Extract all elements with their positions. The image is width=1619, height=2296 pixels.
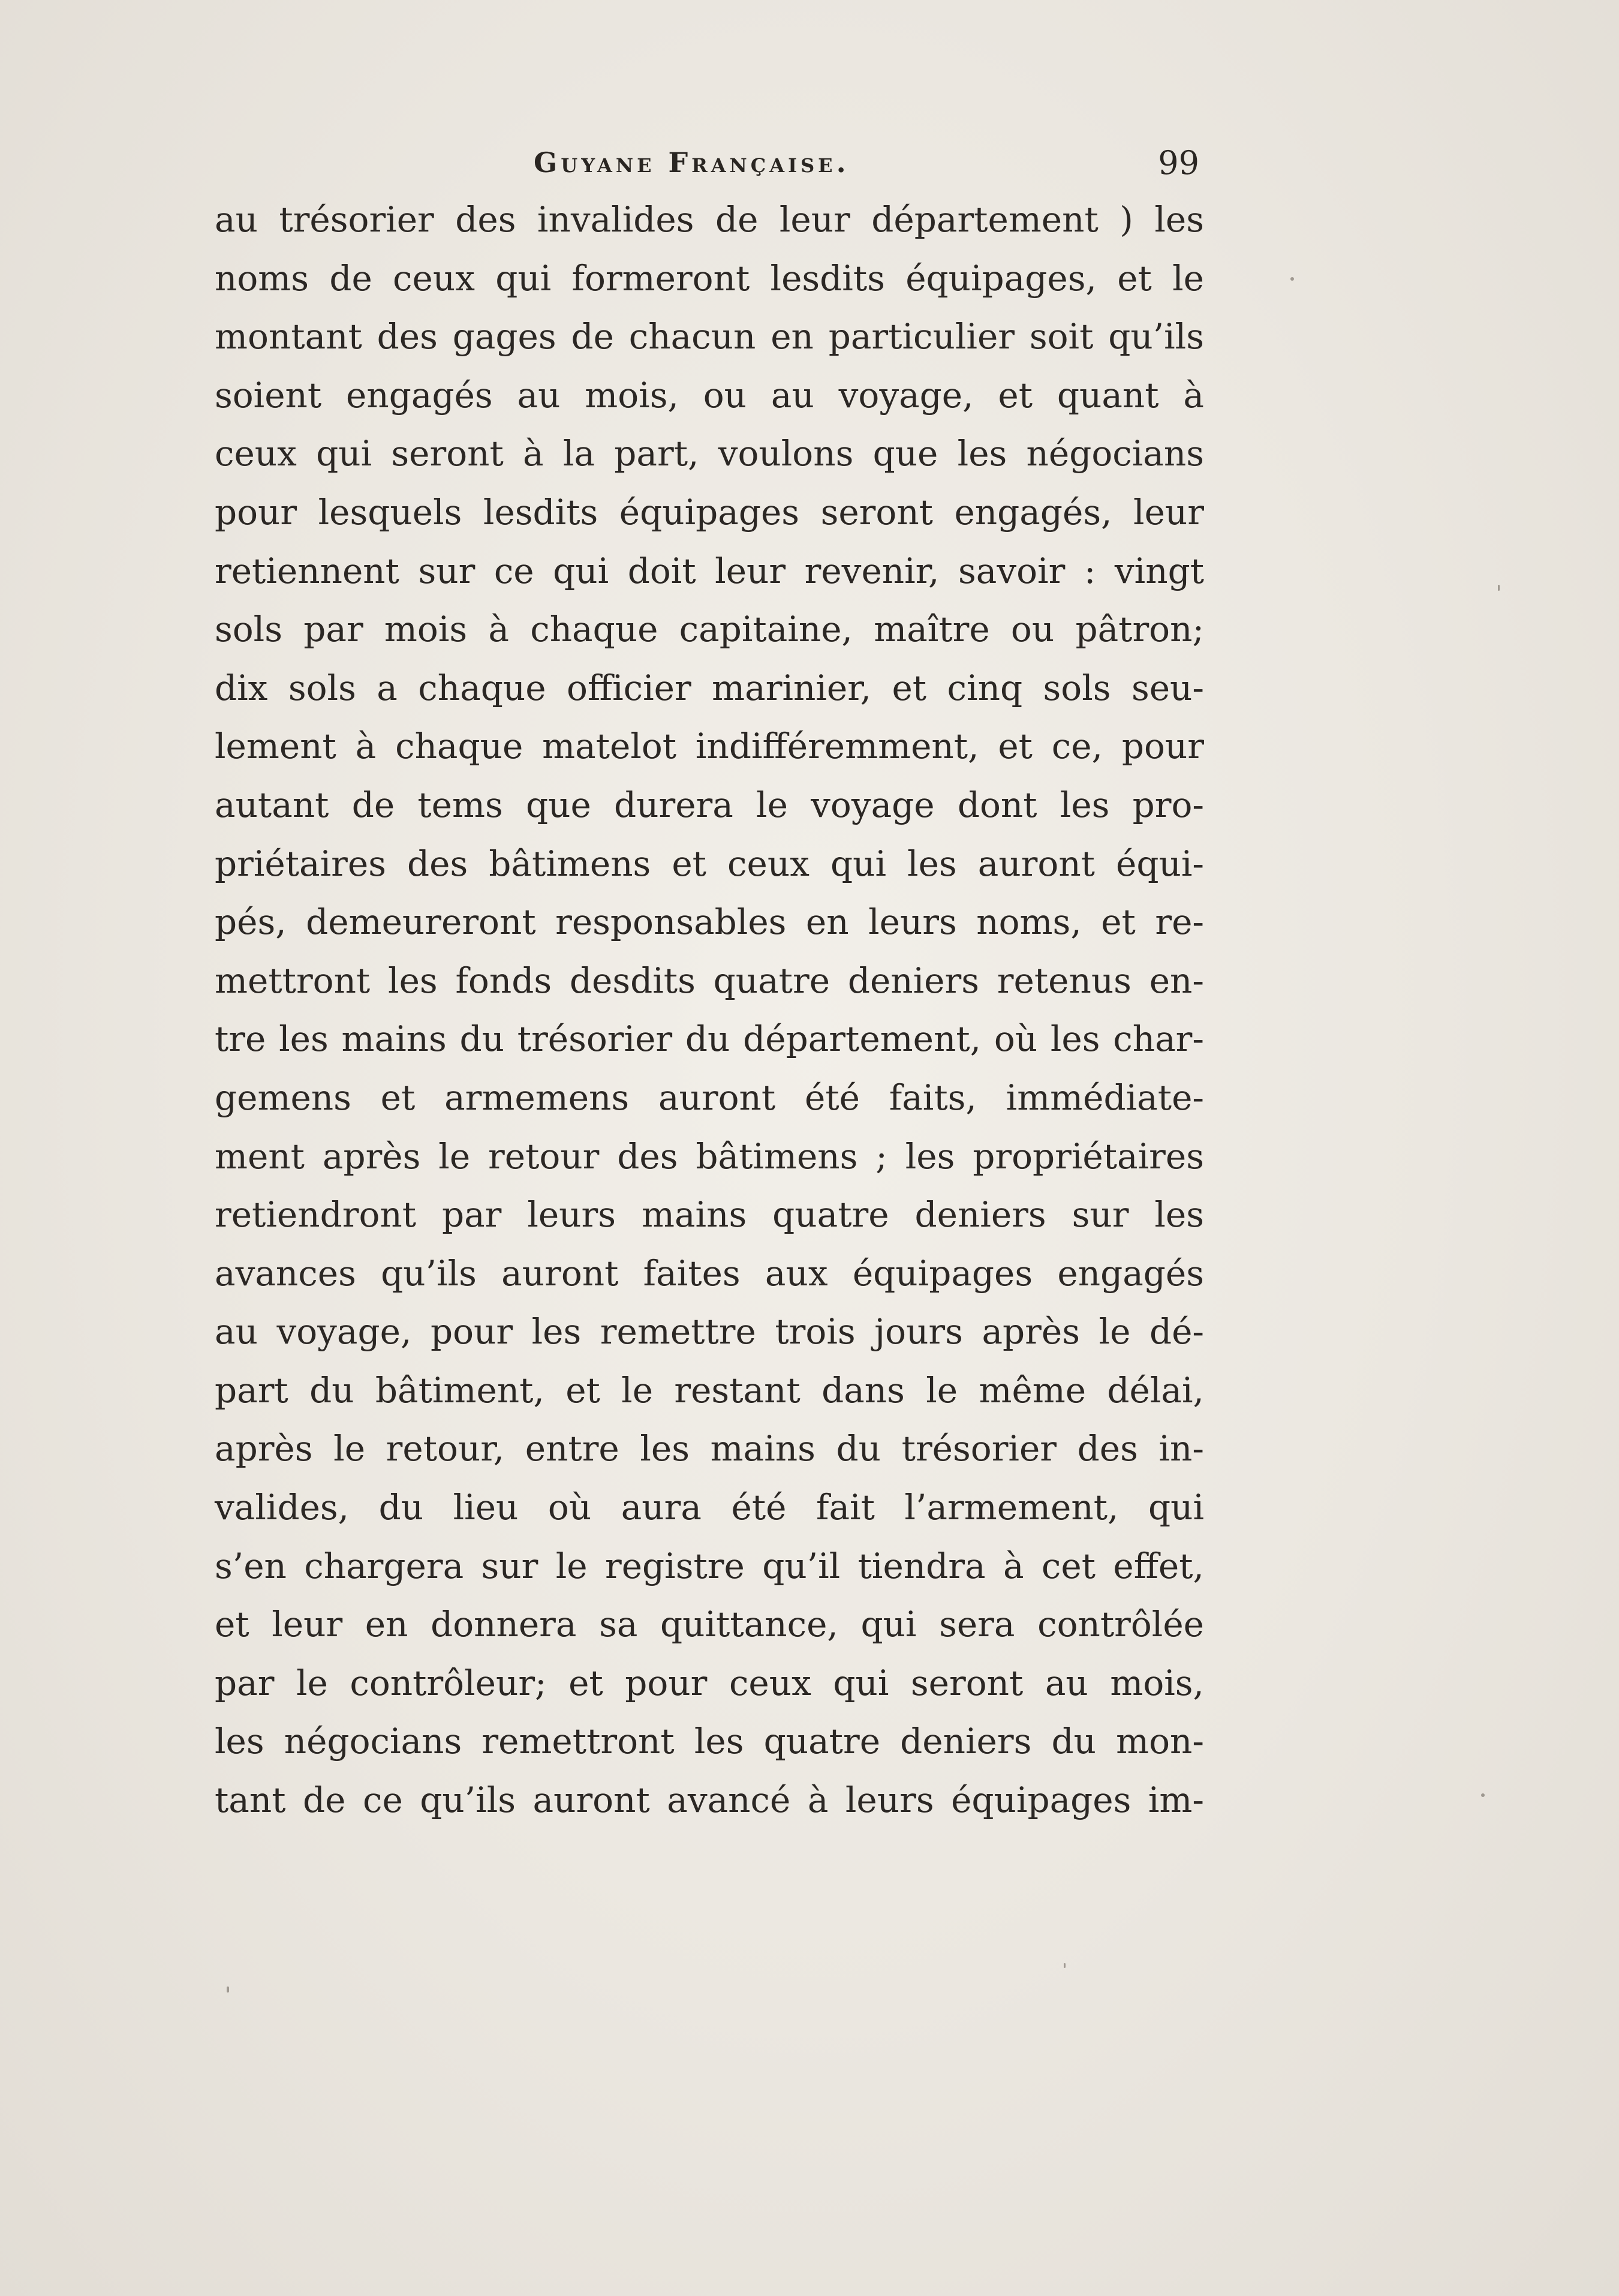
page-number: 99 <box>1158 144 1199 182</box>
text-line: gemens et armemens auront été faits, immédiate- <box>215 1077 1204 1118</box>
text-line: s’en chargera sur le registre qu’il tiendra à cet effet, <box>215 1545 1204 1586</box>
text-line: les négocians remettront les quatre deniers du mon- <box>215 1721 1204 1762</box>
text-line: pés, demeureront responsables en leurs noms, et re- <box>215 901 1204 943</box>
text-line: priétaires des bâtimens et ceux qui les auront équi- <box>215 843 1204 884</box>
text-line: autant de tems que durera le voyage dont les pro- <box>215 784 1204 825</box>
text-line: ment après le retour des bâtimens ; les propriétaires <box>215 1135 1204 1177</box>
text-line: lement à chaque matelot indifféremment, et ce, pour <box>215 726 1204 767</box>
paper-speck <box>1498 585 1500 591</box>
text-line: au voyage, pour les remettre trois jours après le dé- <box>215 1311 1204 1353</box>
running-title: Guyane Française. <box>534 146 850 179</box>
text-line: noms de ceux qui formeront lesdits équipages, et le <box>215 257 1204 299</box>
text-line: retiennent sur ce qui doit leur revenir, savoir : vingt <box>215 550 1204 591</box>
text-line: après le retour, entre les mains du trésorier des in- <box>215 1428 1204 1469</box>
text-line: et leur en donnera sa quittance, qui sera contrôlée <box>215 1604 1204 1645</box>
body-text <box>215 191 1204 1830</box>
text-line: au trésorier des invalides de leur département ) les <box>215 199 1204 240</box>
text-line: mettront les fonds desdits quatre deniers retenus en- <box>215 960 1204 1001</box>
text-line: valides, du lieu où aura été fait l’armement, qui <box>215 1487 1204 1528</box>
paper-speck <box>1290 277 1294 281</box>
paper-speck <box>1064 1963 1066 1968</box>
text-line: avances qu’ils auront faites aux équipages engagés <box>215 1252 1204 1294</box>
text-line: retiendront par leurs mains quatre deniers sur les <box>215 1194 1204 1236</box>
text-line: ceux qui seront à la part, voulons que les négocians <box>215 433 1204 474</box>
text-line: soient engagés au mois, ou au voyage, et quant à <box>215 374 1204 416</box>
text-line: tant de ce qu’ils auront avancé à leurs équipages im- <box>215 1780 1204 1821</box>
text-line: par le contrôleur; et pour ceux qui seront au mois, <box>215 1662 1204 1703</box>
text-line: pour lesquels lesdits équipages seront engagés, leur <box>215 491 1204 533</box>
text-line: sols par mois à chaque capitaine, maître ou pâtron; <box>215 609 1204 650</box>
paper-speck <box>227 1987 229 1993</box>
text-line: part du bâtiment, et le restant dans le même délai, <box>215 1369 1204 1411</box>
paper-speck <box>1481 1793 1485 1797</box>
text-line: montant des gages de chacun en particulier soit qu’ils <box>215 316 1204 357</box>
page-header <box>216 139 1211 193</box>
text-line: dix sols a chaque officier marinier, et cinq sols seu- <box>215 667 1204 708</box>
text-line: tre les mains du trésorier du département, où les char- <box>215 1018 1204 1060</box>
